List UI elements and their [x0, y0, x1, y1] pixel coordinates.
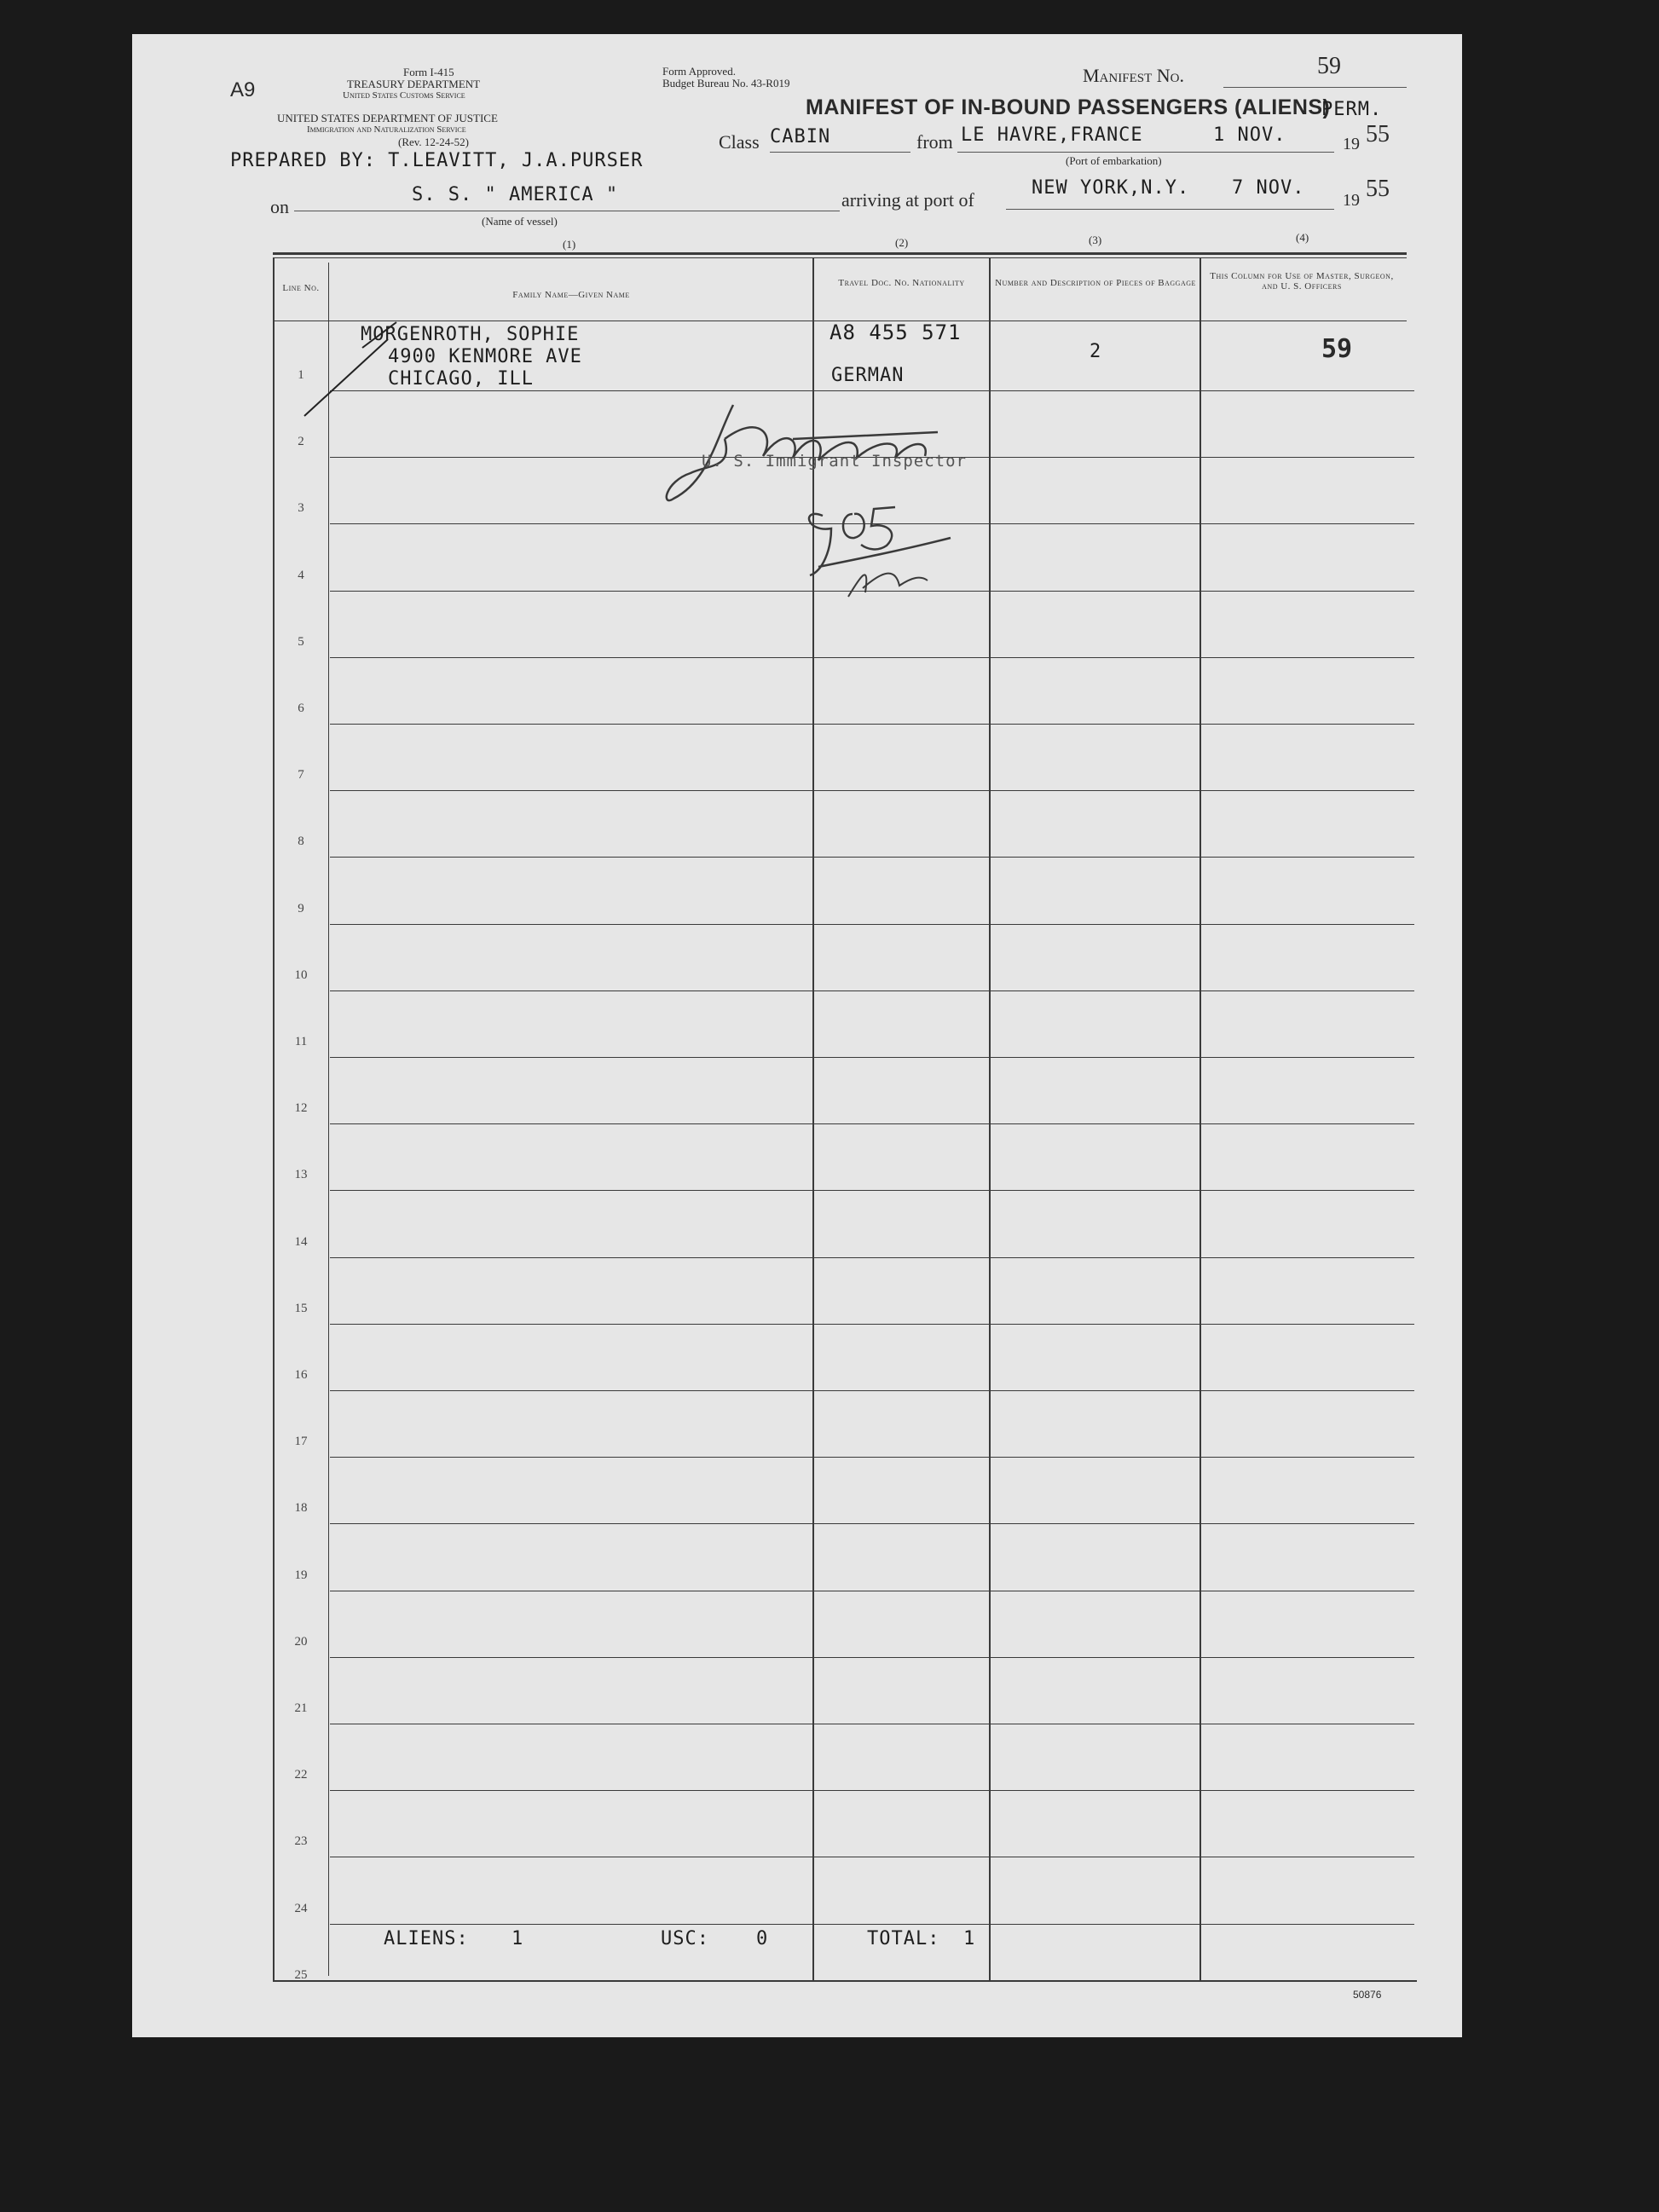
corner-code: A9	[230, 78, 256, 101]
on-label: on	[270, 196, 289, 217]
embarkation-date: 1 NOV.	[1213, 124, 1286, 146]
class-label: Class	[719, 131, 760, 153]
line-number: 15	[294, 1301, 308, 1315]
col-num-2: (2)	[895, 236, 909, 249]
row-rule	[330, 1324, 1414, 1325]
baggage-count: 2	[1090, 341, 1102, 362]
line-number: 10	[294, 967, 308, 982]
row-rule	[330, 990, 1414, 991]
line-number: 18	[294, 1501, 308, 1516]
line-number: 2	[298, 435, 304, 449]
row-rule	[330, 1790, 1414, 1791]
embarkation-year: 55	[1366, 121, 1390, 147]
class-value: CABIN	[770, 126, 831, 147]
col-num-1: (1)	[563, 238, 576, 251]
line-number: 17	[294, 1435, 308, 1449]
row-rule	[330, 1123, 1414, 1124]
aliens-count: 1	[512, 1928, 524, 1949]
justice-dept: UNITED STATES DEPARTMENT OF JUSTICE	[277, 112, 498, 124]
vessel-caption: (Name of vessel)	[482, 215, 558, 228]
perm-mark: PERM.	[1321, 99, 1383, 120]
ins-service: Immigration and Naturalization Service	[307, 124, 466, 135]
footer-code: 50876	[1353, 1989, 1382, 2001]
cancellation-mark	[303, 305, 405, 424]
line-number: 4	[298, 568, 304, 582]
nationality: GERMAN	[831, 365, 905, 386]
vessel-name: S. S. " AMERICA "	[412, 184, 619, 205]
line-number: 12	[294, 1101, 308, 1116]
form-number: Form I-415	[403, 66, 454, 78]
arriving-label: arriving at port of	[841, 189, 974, 211]
travel-doc-number: A8 455 571	[830, 321, 962, 344]
from-label: from	[916, 131, 953, 153]
row-rule	[330, 857, 1414, 858]
arrival-date: 7 NOV.	[1232, 177, 1305, 199]
line-number: 23	[294, 1834, 308, 1849]
year-prefix-2: 19	[1343, 191, 1360, 210]
budget-bureau: Budget Bureau No. 43-R019	[662, 77, 790, 90]
row-rule	[330, 1657, 1414, 1658]
form-title: MANIFEST OF IN-BOUND PASSENGERS (ALIENS)	[806, 95, 1331, 119]
line-number: 3	[298, 501, 304, 516]
header-officers: This Column for Use of Master, Surgeon, and U. S. Officers	[1210, 271, 1394, 292]
line-number: 11	[294, 1035, 308, 1048]
col-num-3: (3)	[1089, 234, 1102, 246]
port-embark-caption: (Port of embarkation)	[1066, 154, 1162, 167]
manifest-label: Manifest No.	[1083, 65, 1184, 86]
usc-count: 0	[756, 1928, 769, 1949]
customs-service: United States Customs Service	[343, 90, 465, 101]
officer-number: 59	[1321, 334, 1353, 364]
header-name: Family Name—Given Name	[512, 290, 630, 300]
prepared-by: PREPARED BY: T.LEAVITT, J.A.PURSER	[230, 150, 644, 171]
line-number: 1	[298, 368, 304, 382]
line-number: 6	[298, 702, 304, 715]
line-number: 25	[294, 1967, 308, 1982]
line-number: 21	[294, 1701, 308, 1715]
header-travel-doc: Travel Doc. No. Nationality	[838, 278, 965, 288]
row-rule	[330, 1924, 1414, 1925]
line-number: 16	[294, 1368, 308, 1382]
line-number: 14	[294, 1234, 308, 1249]
line-number: 24	[294, 1901, 308, 1915]
line-number: 9	[298, 901, 304, 915]
passenger-address-1: 4900 KENMORE AVE	[388, 346, 582, 367]
manifest-number: 59	[1317, 53, 1341, 79]
row-rule	[330, 1457, 1414, 1458]
line-number: 19	[294, 1568, 308, 1582]
header-line-no: Line No.	[282, 283, 320, 293]
aliens-label: ALIENS:	[384, 1928, 469, 1949]
usc-label: USC:	[661, 1928, 709, 1949]
row-rule	[330, 657, 1414, 658]
row-rule	[330, 1390, 1414, 1391]
row-rule	[330, 790, 1414, 791]
row-rule	[330, 924, 1414, 925]
manifest-page	[132, 34, 1462, 2037]
inspector-stamp: U. S. Immigrant Inspector	[702, 452, 967, 471]
passenger-address-2: CHICAGO, ILL	[388, 368, 534, 390]
line-number: 8	[298, 835, 304, 849]
line-number: 7	[298, 768, 304, 783]
row-rule	[330, 724, 1414, 725]
passenger-name: MORGENROTH, SOPHIE	[361, 324, 580, 345]
line-number: 13	[294, 1168, 308, 1182]
row-rule	[330, 1190, 1414, 1191]
port-of-embarkation: LE HAVRE,FRANCE	[961, 124, 1143, 146]
revision: (Rev. 12-24-52)	[398, 136, 469, 148]
row-rule	[330, 1523, 1414, 1524]
line-number: 22	[294, 1768, 308, 1782]
arrival-port: NEW YORK,N.Y.	[1032, 177, 1190, 199]
arrival-year: 55	[1366, 176, 1390, 202]
line-number: 5	[298, 634, 304, 649]
year-prefix: 19	[1343, 135, 1360, 153]
total-count: 1	[963, 1928, 976, 1949]
form-approved: Form Approved.	[662, 65, 736, 78]
line-number: 20	[294, 1634, 308, 1649]
row-rule	[330, 1257, 1414, 1258]
row-rule	[330, 1057, 1414, 1058]
header-baggage: Number and Description of Pieces of Baggage	[995, 278, 1196, 288]
treasury-dept: TREASURY DEPARTMENT	[347, 78, 481, 90]
col-num-4: (4)	[1296, 231, 1309, 244]
total-label: TOTAL:	[867, 1928, 940, 1949]
